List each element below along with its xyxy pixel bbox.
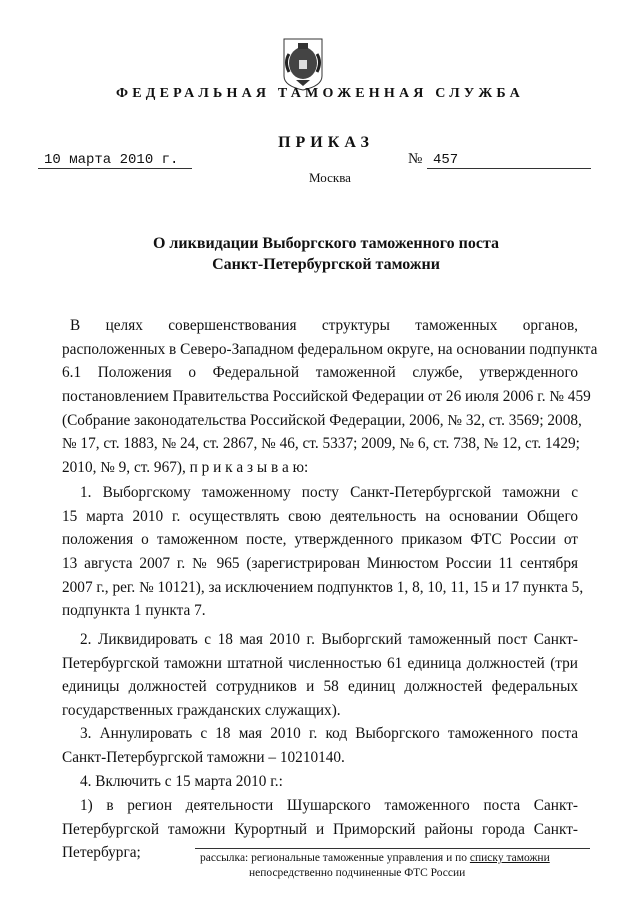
text-line: Петербургской таможни Курортный и Приморский районы города Санкт- bbox=[62, 820, 578, 838]
text-line: расположенных в Северо-Западном федеральном округе, на основании подпункта bbox=[62, 340, 598, 358]
text-line: № 17, ст. 1883, № 24, ст. 2867, № 46, ст. 5337; 2009, № 6, ст. 738, № 12, ст. 1429; bbox=[62, 435, 580, 453]
text-line: подпункта 1 пункта 7. bbox=[62, 602, 206, 620]
text-line: 1. Выборгскому таможенному посту Санкт-Петербургской таможни с bbox=[80, 484, 578, 501]
text-line: (Собрание законодательства Российской Федерации, 2006, № 32, ст. 3569; 2008, bbox=[62, 411, 582, 429]
text-line: 1) в регион деятельности Шушарского таможенного поста Санкт- bbox=[80, 797, 578, 814]
text-line: Санкт-Петербургской таможни – 10210140. bbox=[62, 748, 345, 766]
order-date: 10 марта 2010 г. bbox=[38, 152, 192, 169]
paragraph-5 bbox=[62, 770, 578, 794]
text-line: 4. Включить с 15 марта 2010 г.: bbox=[80, 773, 283, 790]
text-line: 6.1 Положения о Федеральной таможенной службе, утвержденного bbox=[62, 364, 578, 382]
distribution-list-link[interactable]: списку таможни bbox=[469, 852, 550, 864]
footer-divider bbox=[195, 848, 590, 849]
document-title-line-1: О ликвидации Выборгского таможенного поста bbox=[152, 235, 500, 252]
order-number: 457 bbox=[427, 152, 591, 169]
text-line: постановлением Правительства Российской Федерации от 26 июля 2006 г. № 459 bbox=[62, 388, 591, 406]
text-line: единицы должностей сотрудников и 58 единиц должностей федеральных bbox=[62, 678, 578, 696]
text-line: Петербургской таможни штатной численностью 61 единица должностей (три bbox=[62, 654, 578, 672]
document-type: ПРИКАЗ bbox=[278, 134, 374, 151]
text-line: 13 августа 2007 г. № 965 (зарегистрирован Минюстом России 11 сентября bbox=[62, 555, 578, 573]
distribution-line-2: непосредственно подчиненные ФТС России bbox=[249, 867, 466, 879]
paragraph-1 bbox=[62, 314, 598, 480]
text-line: положения о таможенном посте, утвержденного приказом ФТС России от bbox=[62, 531, 578, 549]
distribution-line-1 bbox=[200, 852, 550, 864]
text-line: 2. Ликвидировать с 18 мая 2010 г. Выборгский таможенный пост Санкт- bbox=[80, 631, 578, 648]
number-label: № bbox=[408, 151, 423, 167]
paragraph-3 bbox=[62, 628, 578, 723]
text-line: 2010, № 9, ст. 967), п р и к а з ы в а ю: bbox=[62, 459, 309, 477]
paragraph-4 bbox=[62, 722, 578, 769]
text-line: В целях совершенствования структуры таможенных органов, bbox=[70, 317, 578, 334]
text-line: 2007 г., рег. № 10121), за исключением подпунктов 1, 8, 10, 11, 15 и 17 пункта 5, bbox=[62, 578, 584, 596]
coat-of-arms-emblem bbox=[280, 36, 326, 92]
document-title-line-2: Санкт-Петербургской таможни bbox=[212, 256, 440, 273]
city: Москва bbox=[309, 170, 351, 185]
paragraph-2 bbox=[62, 481, 584, 623]
agency-name: ФЕДЕРАЛЬНАЯ ТАМОЖЕННАЯ СЛУЖБА bbox=[116, 86, 524, 101]
distribution-prefix: рассылка: региональные таможенные управления и по bbox=[200, 852, 470, 864]
text-line: 15 марта 2010 г. осуществлять свою деятельность на основании Общего bbox=[62, 507, 578, 525]
text-line: государственных гражданских служащих). bbox=[62, 702, 341, 720]
text-line: 3. Аннулировать с 18 мая 2010 г. код Выборгского таможенного поста bbox=[80, 725, 578, 742]
text-line: Петербурга; bbox=[62, 844, 141, 862]
